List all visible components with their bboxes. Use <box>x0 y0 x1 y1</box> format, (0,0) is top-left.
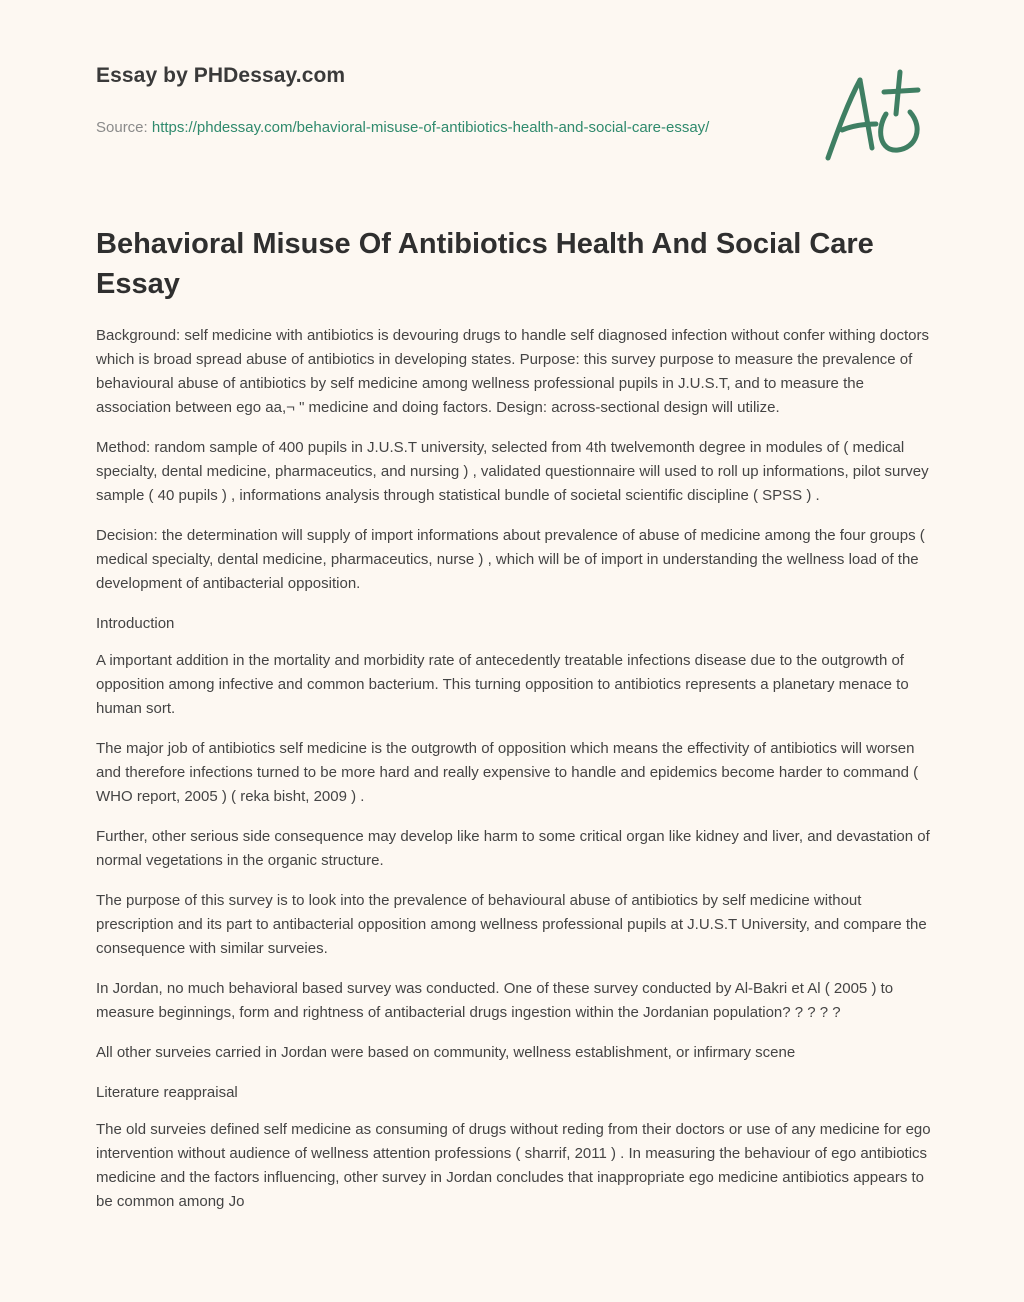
logo-circle-stroke <box>881 112 917 150</box>
logo-a-right-stroke <box>860 80 872 148</box>
paragraph-introduction-4: The purpose of this survey is to look into the prevalence of behavioural abuse of antibiotics by self medicine without prescription and its part to antibacterial opposition among wellness professional pupils at J.U.S.T University, and compare the consequence with similar surveies. <box>96 892 927 957</box>
paragraph-literature-1: The old surveies defined self medicine as consuming of drugs without reding from their doctors or use of any medicine for ego intervention without audience of wellness attention professions ( sharrif, 2011 ) . In measuring the behaviour of ego antibiotics medicine and the factors influencing, other survey in Jordan concludes that inappropriate ego medicine antibiotics appears to be common among Jo <box>96 1121 931 1210</box>
logo-a-left-stroke <box>828 80 860 158</box>
source-line <box>96 116 776 140</box>
paragraph-background: Background: self medicine with antibiotics is devouring drugs to handle self diagnosed infection without confer withing doctors which is broad spread abuse of antibiotics in developing states. Purpose: this survey purpose to measure the prevalence of behavioural abuse of antibiotics by self medicine among wellness professional pupils in J.U.S.T, and to measure the association between ego aa,¬ " medicine and doing factors. Design: across-sectional design will utilize. <box>96 327 929 416</box>
paragraph-introduction-1: A important addition in the mortality and morbidity rate of antecedently treatable infections disease due to the outgrowth of opposition among infective and common bacterium. This turning opposition to antibiotics represents a planetary menace to human sort. <box>96 652 909 717</box>
paragraph-decision: Decision: the determination will supply of import informations about prevalence of abuse of medicine among the four groups ( medical specialty, dental medicine, pharmaceutics, nurse ) , which will be of import in understanding the wellness load of the development of antibacterial opposition. <box>96 527 925 592</box>
essay-body <box>96 324 932 1290</box>
section-heading-literature: Literature reappraisal <box>96 1084 238 1101</box>
source-link[interactable]: https://phdessay.com/behavioral-misuse-of-antibiotics-health-and-social-care-essay/ <box>151 119 710 136</box>
paragraph-introduction-5: In Jordan, no much behavioral based survey was conducted. One of these survey conducted by Al-Bakri et Al ( 2005 ) to measure beginnings, form and rightness of antibacterial drugs ingestion within the Jordanian population? ? ? ? ? <box>96 980 894 1021</box>
paragraph-introduction-2: The major job of antibiotics self medicine is the outgrowth of opposition which means the effectivity of antibiotics will worsen and therefore infections turned to be more hard and really expensive to handle and epidemics become harder to command ( WHO report, 2005 ) ( reka bisht, 2009 ) . <box>96 740 919 805</box>
a-plus-logo-svg <box>818 68 930 168</box>
essay-title: Behavioral Misuse Of Antibiotics Health And Social Care Essay <box>96 228 874 300</box>
site-header <box>96 64 816 140</box>
site-title: Essay by PHDessay.com <box>96 64 346 87</box>
a-plus-grade-logo-icon <box>818 68 930 168</box>
paragraph-introduction-6: All other surveies carried in Jordan were based on community, wellness establishment, or infirmary scene <box>96 1044 796 1061</box>
source-label: Source: <box>96 119 152 136</box>
logo-plus-horizontal <box>884 90 918 92</box>
section-heading-introduction: Introduction <box>96 615 175 632</box>
paragraph-introduction-3: Further, other serious side consequence may develop like harm to some critical organ like kidney and liver, and devastation of normal vegetations in the organic structure. <box>96 828 930 869</box>
paragraph-method: Method: random sample of 400 pupils in J.U.S.T university, selected from 4th twelvemonth degree in modules of ( medical specialty, dental medicine, pharmaceutics, and nursing ) , validated questionnaire will used to roll up informations, pilot survey sample ( 40 pupils ) , informations analysis through statistical bundle of societal scientific discipline ( SPSS ) . <box>96 439 929 504</box>
